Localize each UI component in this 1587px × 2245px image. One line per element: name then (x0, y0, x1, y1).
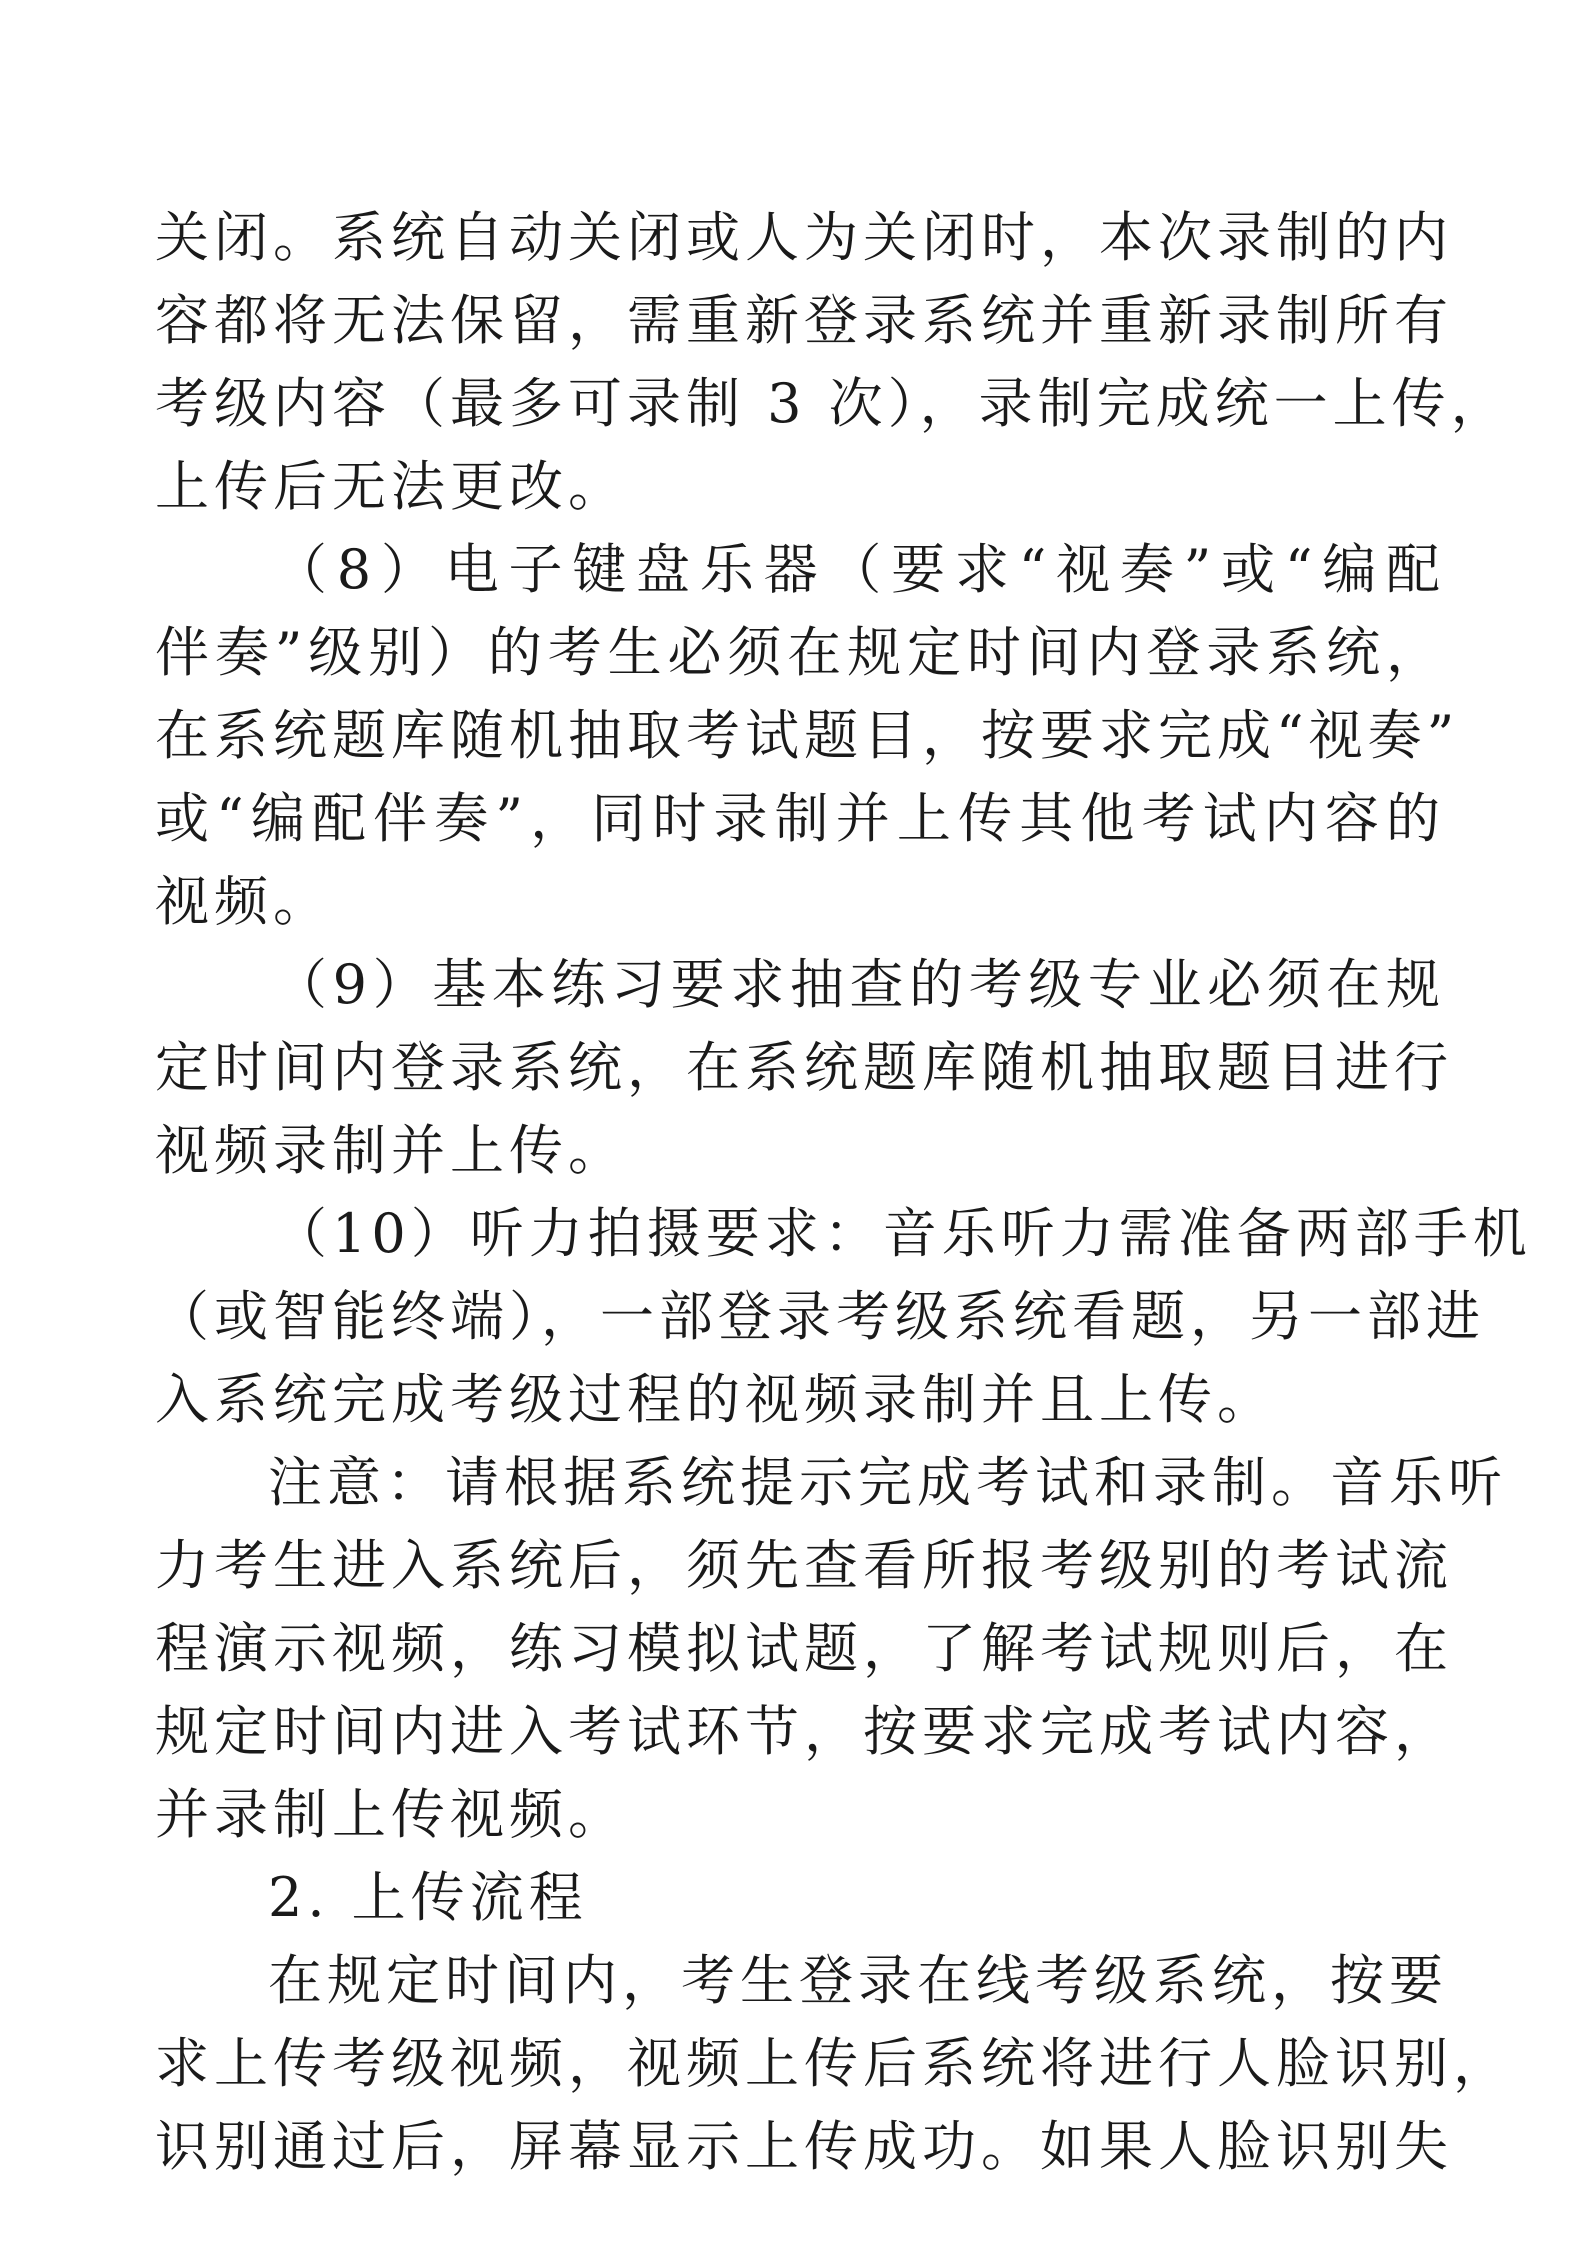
text-line: 程演示视频，练习模拟试题，了解考试规则后，在 (155, 1617, 1453, 1680)
text-line: 关闭。系统自动关闭或人为关闭时，本次录制的内 (155, 206, 1453, 269)
text-line: 注意：请根据系统提示完成考试和录制。音乐听 (268, 1451, 1507, 1514)
text-line: 在系统题库随机抽取考试题目，按要求完成“视奏” (155, 704, 1460, 767)
section-heading: 2. 上传流程 (268, 1866, 588, 1929)
text-line: 考级内容（最多可录制 3 次），录制完成统一上传， (155, 372, 1510, 435)
text-line: 或“编配伴奏”，同时录制并上传其他考试内容的 (155, 787, 1445, 850)
text-line: 伴奏”级别）的考生必须在规定时间内登录系统， (155, 621, 1445, 684)
text-line: 定时间内登录系统，在系统题库随机抽取题目进行 (155, 1036, 1453, 1099)
text-line: 识别通过后，屏幕显示上传成功。如果人脸识别失 (155, 2115, 1453, 2178)
text-line: 视频。 (155, 870, 332, 933)
text-line: 上传后无法更改。 (155, 455, 627, 518)
text-line: 力考生进入系统后，须先查看所报考级别的考试流 (155, 1534, 1453, 1597)
text-line: 并录制上传视频。 (155, 1783, 627, 1846)
text-line: （10）听力拍摄要求：音乐听力需准备两部手机 (273, 1202, 1532, 1265)
text-line: 求上传考级视频，视频上传后系统将进行人脸识别， (155, 2032, 1512, 2095)
text-line: 规定时间内进入考试环节，按要求完成考试内容， (155, 1700, 1453, 1763)
text-line: 入系统完成考级过程的视频录制并且上传。 (155, 1368, 1276, 1431)
text-line: 在规定时间内，考生登录在线考级系统，按要 (268, 1949, 1448, 2012)
text-line: （8）电子键盘乐器（要求“视奏”或“编配 (273, 538, 1445, 601)
text-line: （或智能终端），一部登录考级系统看题，另一部进 (155, 1285, 1485, 1348)
text-line: 视频录制并上传。 (155, 1119, 627, 1182)
text-line: （9）基本练习要求抽查的考级专业必须在规 (273, 953, 1445, 1016)
text-line: 容都将无法保留，需重新登录系统并重新录制所有 (155, 289, 1453, 352)
